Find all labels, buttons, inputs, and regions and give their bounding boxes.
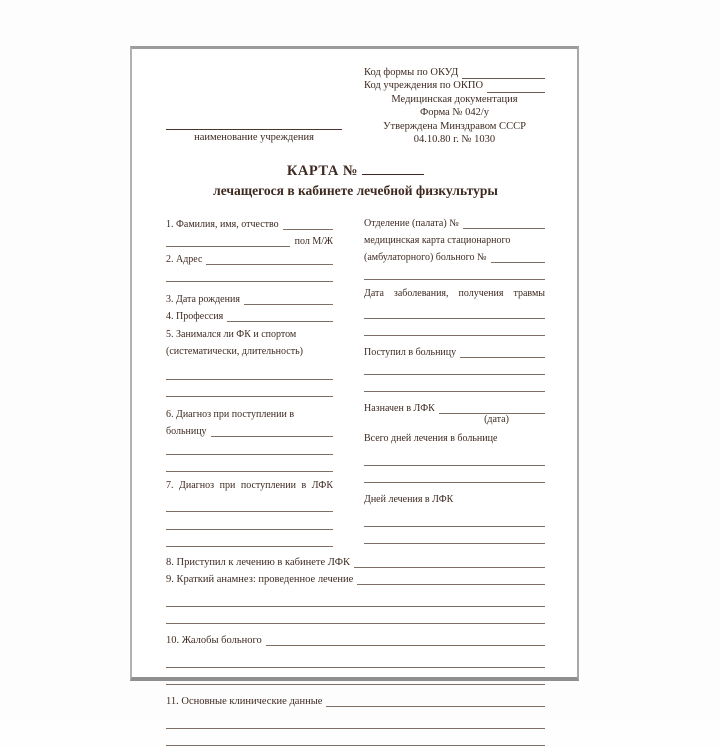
complaints-row xyxy=(166,668,545,685)
complaints-label: 10. Жалобы больного xyxy=(166,635,262,647)
lfk-days-row xyxy=(364,527,545,544)
lfk-diagnosis-label: 7. Диагноз при поступлении в ЛФК xyxy=(166,480,333,492)
form-number-label: Форма № 042/у xyxy=(419,107,490,119)
left-column xyxy=(166,212,333,547)
institution-block xyxy=(166,118,342,146)
card-number-title xyxy=(166,163,545,180)
blank-line xyxy=(364,465,545,466)
okpo-field xyxy=(364,79,545,92)
hospital-diagnosis-label: 6. Диагноз при поступлении в xyxy=(166,408,295,420)
illness-date-label: Дата заболевания, получения травмы xyxy=(364,288,545,300)
card-number-blank xyxy=(362,174,424,175)
clinical-data-row xyxy=(166,712,545,729)
assigned-label: Назначен в ЛФК xyxy=(364,403,435,415)
card-subtitle: лечащегося в кабинете лечебной физкультуры xyxy=(213,183,498,199)
form-columns xyxy=(166,212,545,547)
blank-line xyxy=(166,684,545,685)
hospital-days-row xyxy=(364,449,545,466)
fio-field xyxy=(166,212,333,230)
blank-line xyxy=(166,529,333,530)
blank-line xyxy=(166,728,545,729)
clinical-data-label: 11. Основные клинические данные xyxy=(166,696,323,708)
complaints-row xyxy=(166,651,545,668)
blank-line xyxy=(283,229,333,230)
blank-line xyxy=(206,264,333,265)
lfk-days-label: Дней лечения в ЛФК xyxy=(364,494,454,506)
blank-line xyxy=(357,584,545,585)
profession-field xyxy=(166,305,333,323)
assigned-field xyxy=(364,397,545,414)
assigned-date-caption: (дата) xyxy=(484,414,509,426)
blank-line xyxy=(364,391,545,392)
approved-date-label: 04.10.80 г. № 1030 xyxy=(413,134,496,145)
profession-label: 4. Профессия xyxy=(166,311,224,323)
anamnesis-row xyxy=(166,590,545,607)
hospital-days-label: Всего дней лечения в больнице xyxy=(364,433,498,445)
blank-line xyxy=(166,623,545,624)
clinical-data-field xyxy=(166,690,545,707)
blank-line xyxy=(211,436,333,437)
fio-sex-field xyxy=(166,230,333,248)
blank-line xyxy=(364,279,545,280)
address-extra-row xyxy=(166,265,333,283)
blank-line xyxy=(166,471,333,472)
blank-line xyxy=(166,454,333,455)
blank-line xyxy=(364,318,545,319)
blank-line xyxy=(166,246,290,247)
ward-field xyxy=(364,212,545,229)
treatment-start-field xyxy=(166,551,545,568)
blank-line xyxy=(491,262,545,263)
form-title xyxy=(166,163,545,199)
admitted-row xyxy=(364,358,545,375)
birthdate-label: 3. Дата рождения xyxy=(166,293,240,305)
right-column xyxy=(364,212,545,547)
blank-line xyxy=(166,396,333,397)
hospital-diagnosis-label2: больницу xyxy=(166,426,207,438)
blank-line xyxy=(244,304,333,305)
sports-label-line2: (систематически, длительность) xyxy=(166,346,303,358)
hospital-diagnosis-row xyxy=(166,455,333,473)
anamnesis-label: 9. Краткий анамнез: проведенное лечение xyxy=(166,574,354,586)
card-number-label-line1: медицинская карта стационарного xyxy=(364,235,511,247)
sports-label-line1: 5. Занимался ли ФК и спортом xyxy=(166,328,297,340)
admitted-label: Поступил в больницу xyxy=(364,347,457,359)
okud-label: Код формы по ОКУД xyxy=(364,66,459,78)
blank-line xyxy=(364,335,545,336)
card-number-label-line2: (амбулаторного) больного № xyxy=(364,252,487,264)
hospital-diagnosis-field xyxy=(166,420,333,438)
lfk-days-row xyxy=(364,510,545,527)
blank-line xyxy=(463,228,545,229)
admitted-field xyxy=(364,341,545,358)
approved-by-label: Утверждена Минздравом СССР xyxy=(383,120,526,132)
blank-line xyxy=(354,567,545,568)
bottom-section xyxy=(166,551,545,746)
blank-line xyxy=(227,321,333,322)
lfk-diagnosis-row xyxy=(166,512,333,530)
complaints-field xyxy=(166,629,545,646)
okud-field xyxy=(364,66,545,79)
birthdate-field xyxy=(166,287,333,305)
blank-line xyxy=(166,546,333,547)
card-number-field xyxy=(364,246,545,263)
card-title-text: КАРТА № xyxy=(286,163,358,180)
blank-line xyxy=(166,511,333,512)
clinical-data-row xyxy=(166,729,545,746)
blank-line xyxy=(166,379,333,380)
blank-line xyxy=(166,606,545,607)
blank-line xyxy=(364,526,545,527)
medical-form-page xyxy=(130,46,579,708)
blank-line xyxy=(166,667,545,668)
form-codes-block xyxy=(364,66,545,146)
fio-label: 1. Фамилия, имя, отчество xyxy=(166,218,279,230)
blank-line xyxy=(364,374,545,375)
lfk-diagnosis-row xyxy=(166,530,333,548)
card-number-row xyxy=(364,263,545,280)
anamnesis-row xyxy=(166,607,545,624)
okpo-label: Код учреждения по ОКПО xyxy=(364,80,484,92)
hospital-days-row xyxy=(364,466,545,483)
institution-caption: наименование учреждения xyxy=(194,132,314,144)
blank-line xyxy=(266,645,545,646)
institution-name-blank-line xyxy=(166,118,342,130)
hospital-diagnosis-row xyxy=(166,437,333,455)
treatment-start-label: 8. Приступил к лечению в кабинете ЛФК xyxy=(166,557,351,569)
sex-label: пол М/Ж xyxy=(294,236,333,248)
admitted-row xyxy=(364,375,545,392)
blank-line xyxy=(166,281,333,282)
sports-answer-row xyxy=(166,362,333,380)
blank-line xyxy=(326,706,545,707)
anamnesis-field xyxy=(166,568,545,585)
blank-line xyxy=(460,357,545,358)
ward-label: Отделение (палата) № xyxy=(364,218,459,230)
blank-line xyxy=(364,543,545,544)
blank-line xyxy=(364,482,545,483)
illness-date-row xyxy=(364,302,545,319)
illness-date-row xyxy=(364,319,545,336)
sports-answer-row xyxy=(166,380,333,398)
address-field xyxy=(166,247,333,265)
lfk-diagnosis-row xyxy=(166,495,333,513)
doc-type-label: Медицинская документация xyxy=(391,93,518,105)
form-header xyxy=(166,66,545,146)
address-label: 2. Адрес xyxy=(166,253,203,265)
